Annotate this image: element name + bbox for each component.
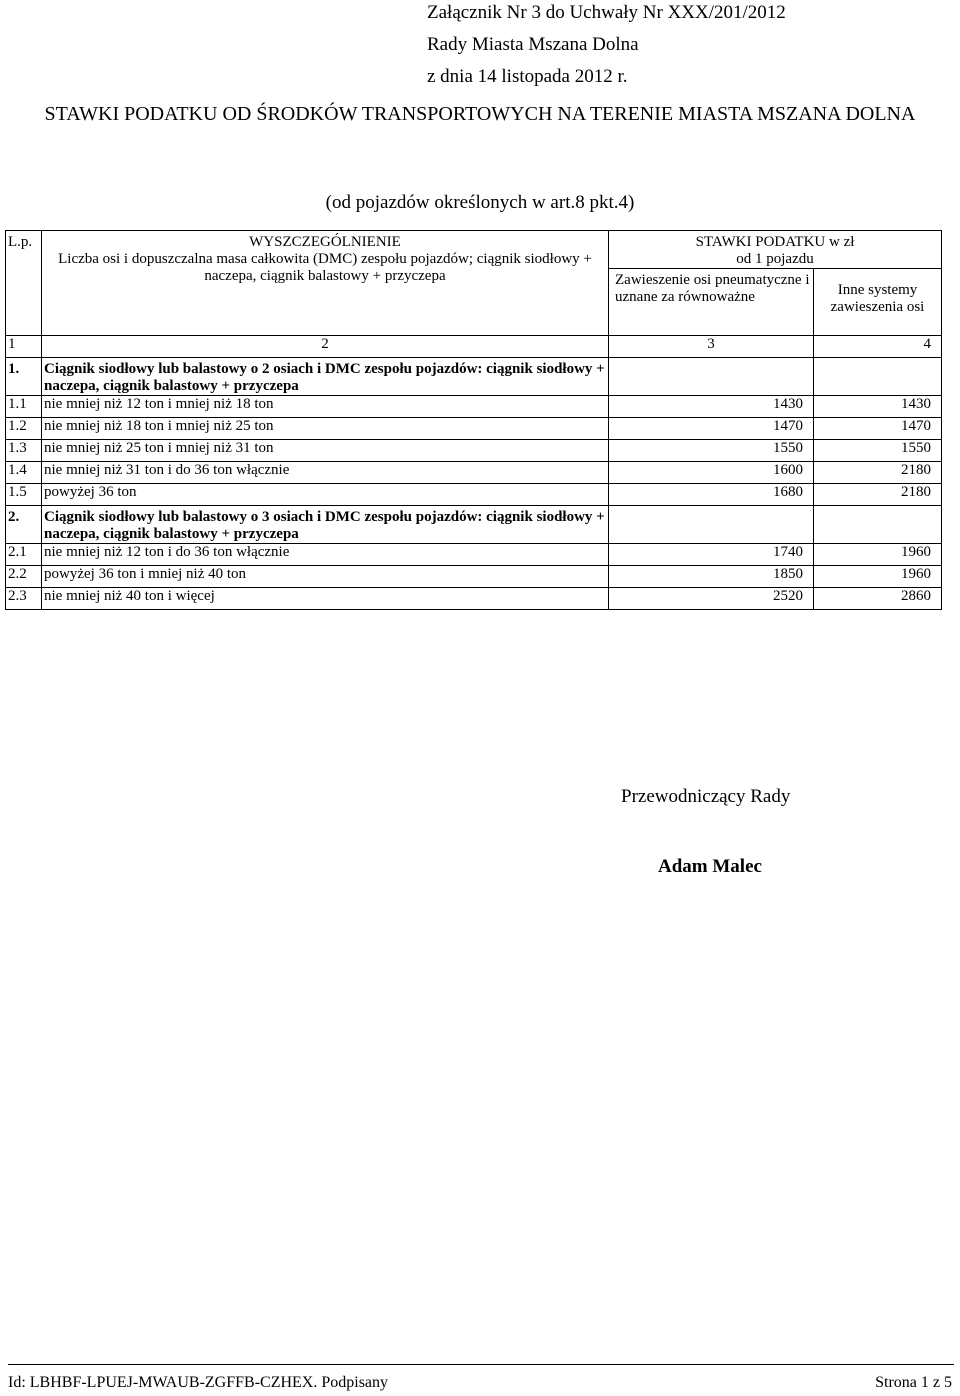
rate-other: 1960: [814, 566, 942, 588]
header-rates: [609, 231, 942, 269]
row-description: nie mniej niż 12 ton i mniej niż 18 ton: [42, 396, 609, 418]
column-number: 4: [814, 336, 942, 358]
row-description: nie mniej niż 31 ton i do 36 ton włącznie: [42, 462, 609, 484]
empty-cell: [609, 506, 814, 544]
table-row: [6, 566, 942, 588]
row-description: powyżej 36 ton i mniej niż 40 ton: [42, 566, 609, 588]
section-label: Ciągnik siodłowy lub balastowy o 2 osiach i DMC zespołu pojazdów: ciągnik siodłowy + naczepa, ciągnik balastowy + przyczepa: [42, 358, 609, 396]
document-subtitle: (od pojazdów określonych w art.8 pkt.4): [325, 192, 635, 213]
document-title: STAWKI PODATKU OD ŚRODKÓW TRANSPORTOWYCH NA TERENIE MIASTA MSZANA DOLNA: [44, 103, 916, 125]
column-numbers-row: [6, 336, 942, 358]
row-lp: 2.2: [6, 566, 42, 588]
row-description: nie mniej niż 12 ton i do 36 ton włącznie: [42, 544, 609, 566]
table-row: [6, 588, 942, 610]
rate-other: 2180: [814, 484, 942, 506]
header-rates-subtitle: od 1 pojazdu: [736, 251, 814, 267]
rate-other: 1960: [814, 544, 942, 566]
resolution-date: z dnia 14 listopada 2012 r.: [427, 66, 628, 87]
table-row: [6, 440, 942, 462]
section-row: [6, 358, 942, 396]
header-lp: L.p.: [6, 231, 42, 336]
rate-pneumatic: 1850: [609, 566, 814, 588]
header-description-title: WYSZCZEGÓLNIENIE: [249, 234, 401, 250]
annex-reference: Załącznik Nr 3 do Uchwały Nr XXX/201/2012: [427, 2, 786, 23]
row-description: nie mniej niż 25 ton i mniej niż 31 ton: [42, 440, 609, 462]
empty-cell: [814, 358, 942, 396]
row-description: powyżej 36 ton: [42, 484, 609, 506]
rate-other: 1430: [814, 396, 942, 418]
column-number: 1: [6, 336, 42, 358]
table-row: [6, 544, 942, 566]
rate-pneumatic: 1550: [609, 440, 814, 462]
table-row: [6, 418, 942, 440]
rate-pneumatic: 1600: [609, 462, 814, 484]
rate-pneumatic: 2520: [609, 588, 814, 610]
table-header-row: [6, 231, 942, 269]
section-number: 1.: [6, 358, 42, 396]
header-rates-title: STAWKI PODATKU w zł: [695, 234, 855, 250]
rate-pneumatic: 1680: [609, 484, 814, 506]
row-lp: 1.1: [6, 396, 42, 418]
row-lp: 1.2: [6, 418, 42, 440]
rate-pneumatic: 1470: [609, 418, 814, 440]
empty-cell: [609, 358, 814, 396]
rate-other: 2180: [814, 462, 942, 484]
row-description: nie mniej niż 40 ton i więcej: [42, 588, 609, 610]
header-col3: Zawieszenie osi pneumatyczne i uznane za równoważne: [609, 269, 814, 336]
document-id: Id: LBHBF-LPUEJ-MWAUB-ZGFFB-CZHEX. Podpisany: [8, 1374, 389, 1391]
table-row: [6, 462, 942, 484]
rate-other: 2860: [814, 588, 942, 610]
row-lp: 1.3: [6, 440, 42, 462]
council-name: Rady Miasta Mszana Dolna: [427, 34, 639, 55]
table-row: [6, 396, 942, 418]
column-number: 2: [42, 336, 609, 358]
rate-pneumatic: 1740: [609, 544, 814, 566]
section-number: 2.: [6, 506, 42, 544]
signatory-role: Przewodniczący Rady: [621, 786, 791, 807]
row-lp: 2.3: [6, 588, 42, 610]
header-col4: Inne systemy zawieszenia osi: [814, 269, 942, 336]
signatory-name: Adam Malec: [658, 856, 762, 877]
rate-pneumatic: 1430: [609, 396, 814, 418]
row-lp: 1.4: [6, 462, 42, 484]
empty-cell: [814, 506, 942, 544]
row-lp: 2.1: [6, 544, 42, 566]
row-description: nie mniej niż 18 ton i mniej niż 25 ton: [42, 418, 609, 440]
column-number: 3: [609, 336, 814, 358]
row-lp: 1.5: [6, 484, 42, 506]
tax-rates-table: [5, 230, 942, 610]
header-description: [42, 231, 609, 336]
rate-other: 1550: [814, 440, 942, 462]
table-row: [6, 484, 942, 506]
rate-other: 1470: [814, 418, 942, 440]
section-label: Ciągnik siodłowy lub balastowy o 3 osiach i DMC zespołu pojazdów: ciągnik siodłowy + naczepa, ciągnik balastowy + przyczepa: [42, 506, 609, 544]
footer-divider: [8, 1364, 954, 1365]
section-row: [6, 506, 942, 544]
page-number: Strona 1 z 5: [875, 1374, 952, 1391]
header-description-subtitle: Liczba osi i dopuszczalna masa całkowita (DMC) zespołu pojazdów; ciągnik siodłowy + naczepa, ciągnik balastowy + przyczepa: [58, 251, 592, 284]
